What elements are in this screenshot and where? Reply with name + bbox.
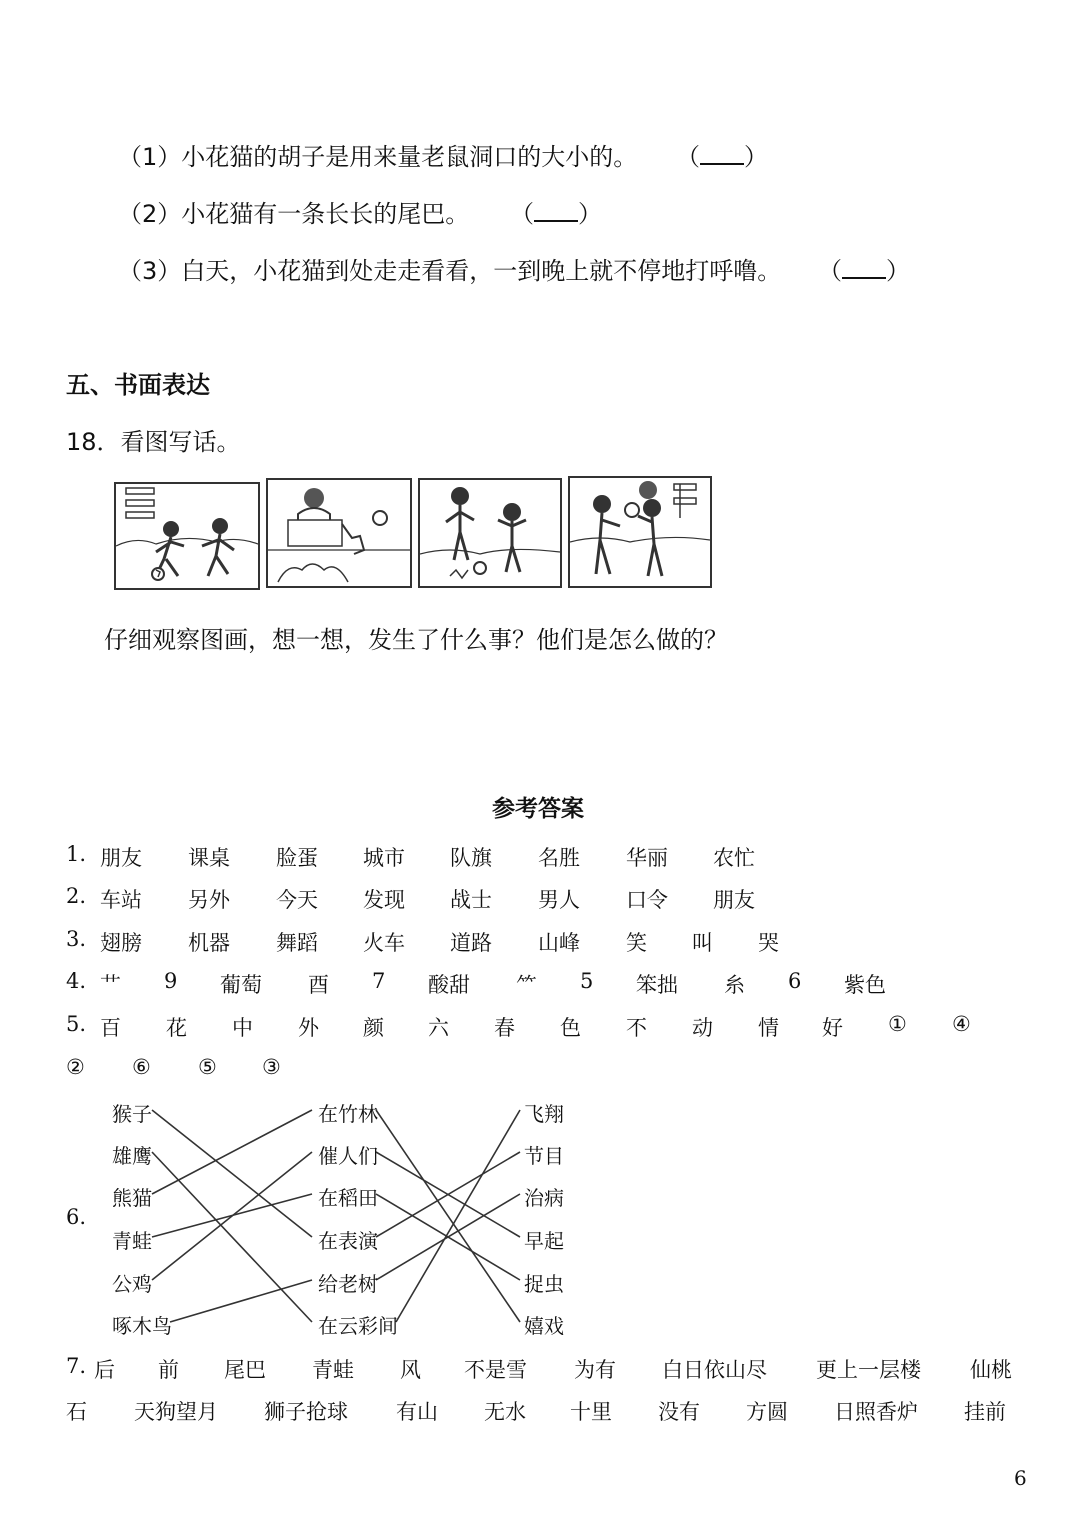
answer-word: 春 bbox=[494, 1016, 515, 1040]
answer-number: 5. bbox=[66, 1012, 87, 1036]
comic-panel-1 bbox=[114, 482, 260, 590]
answer-word: 百 bbox=[100, 1016, 121, 1040]
answer-word: ④ bbox=[952, 1012, 971, 1036]
comic-panel-3 bbox=[418, 478, 562, 588]
judge-item-number: （1） bbox=[118, 143, 182, 171]
comic-panel-4 bbox=[568, 476, 712, 588]
answer-word: 十里 bbox=[570, 1400, 612, 1424]
answer-word: 脸蛋 bbox=[276, 846, 318, 870]
answer-word: 情 bbox=[758, 1016, 779, 1040]
answer-word: 队旗 bbox=[450, 846, 492, 870]
answer-word: 方圆 bbox=[746, 1400, 788, 1424]
match-right-word: 节目 bbox=[524, 1144, 564, 1168]
answer-word: 花 bbox=[166, 1016, 187, 1040]
judge-item-text: 小花猫的胡子是用来量老鼠洞口的大小的。 bbox=[181, 143, 638, 171]
answer-word: 石 bbox=[66, 1400, 87, 1424]
answer-word: 农忙 bbox=[713, 846, 755, 870]
answer-word: 翅膀 bbox=[100, 931, 142, 955]
answer-number: 1. bbox=[66, 842, 87, 866]
answer-word: 哭 bbox=[758, 931, 779, 955]
match-line bbox=[376, 1110, 520, 1322]
judge-item-number: （3） bbox=[118, 257, 182, 285]
match-right-word: 早起 bbox=[524, 1229, 564, 1253]
answer-word: 白日依山尽 bbox=[662, 1358, 767, 1382]
answer-word: 风 bbox=[400, 1358, 421, 1382]
judge-item-text: 白天，小花猫到处走走看看，一到晚上就不停地打呼噜。 bbox=[181, 257, 782, 285]
answer-word: 男人 bbox=[538, 888, 580, 912]
matching-exercise bbox=[100, 1090, 580, 1340]
answer-number: 4. bbox=[66, 969, 87, 993]
match-middle-word: 在表演 bbox=[318, 1229, 378, 1253]
answer-blank-3[interactable]: （ ） bbox=[818, 257, 910, 285]
comic-panel-2 bbox=[266, 478, 412, 588]
answer-row-2 bbox=[66, 884, 1026, 914]
answer-word: 笨拙 bbox=[636, 973, 678, 997]
answer-word: 山峰 bbox=[538, 931, 580, 955]
question-18: 18．看图写话。 bbox=[66, 428, 241, 456]
answer-word: 今天 bbox=[276, 888, 318, 912]
answer-word: ⑥ bbox=[132, 1055, 151, 1079]
answer-word: 紫色 bbox=[844, 973, 886, 997]
answer-word: 机器 bbox=[188, 931, 230, 955]
answer-word: 5 bbox=[580, 969, 594, 993]
match-left-word: 公鸡 bbox=[112, 1272, 152, 1296]
answer-word: 六 bbox=[428, 1016, 449, 1040]
answer-word: 葡萄 bbox=[220, 973, 262, 997]
answer-word: 外 bbox=[298, 1016, 319, 1040]
answer-row-5-continued bbox=[66, 1055, 466, 1085]
match-line bbox=[152, 1152, 312, 1322]
answer-word: 朋友 bbox=[713, 888, 755, 912]
answer-word: 华丽 bbox=[626, 846, 668, 870]
answer-word: 没有 bbox=[658, 1400, 700, 1424]
match-left-word: 猴子 bbox=[112, 1102, 152, 1126]
children-apologizing-illustration bbox=[570, 478, 710, 586]
answer-word: 不 bbox=[626, 1016, 647, 1040]
match-line bbox=[396, 1110, 520, 1322]
answer-row-1 bbox=[66, 842, 1026, 872]
match-right-word: 治病 bbox=[524, 1186, 564, 1210]
answer-word: 为有 bbox=[574, 1358, 616, 1382]
page-number: 6 bbox=[1014, 1466, 1027, 1490]
answer-blank-2[interactable]: （ ） bbox=[510, 200, 602, 228]
answer-word: 车站 bbox=[100, 888, 142, 912]
answer-word: 狮子抢球 bbox=[264, 1400, 348, 1424]
answer-word: 动 bbox=[692, 1016, 713, 1040]
ball-hits-window-illustration bbox=[268, 480, 410, 586]
answer-word: 6 bbox=[788, 969, 802, 993]
answer-row-4 bbox=[66, 969, 1026, 999]
match-left-word: 雄鹰 bbox=[112, 1144, 152, 1168]
judge-item-text: 小花猫有一条长长的尾巴。 bbox=[181, 200, 470, 228]
answer-word: 酉 bbox=[308, 973, 329, 997]
blank-line bbox=[842, 255, 886, 279]
judge-item-2 bbox=[118, 194, 469, 229]
match-right-word: 捉虫 bbox=[524, 1272, 564, 1296]
section-title: 五、书面表达 bbox=[66, 371, 210, 399]
answer-word: 酸甜 bbox=[428, 973, 470, 997]
answer-word: 叫 bbox=[692, 931, 713, 955]
answer-row-7 bbox=[66, 1354, 1046, 1384]
answer-number: 7. bbox=[66, 1354, 87, 1378]
answer-word: 火车 bbox=[363, 931, 405, 955]
match-line bbox=[152, 1110, 312, 1194]
match-right-word: 飞翔 bbox=[524, 1102, 564, 1126]
answer-word: ③ bbox=[262, 1055, 281, 1079]
match-right-word: 嬉戏 bbox=[524, 1314, 564, 1338]
answer-word: 天狗望月 bbox=[134, 1400, 218, 1424]
judge-item-number: （2） bbox=[118, 200, 182, 228]
answer-word: 尾巴 bbox=[224, 1358, 266, 1382]
answers-title: 参考答案 bbox=[492, 796, 584, 822]
answer-word: 9 bbox=[164, 969, 178, 993]
answer-word: 色 bbox=[560, 1016, 581, 1040]
answer-row-3 bbox=[66, 927, 1026, 957]
answer-word: 艹 bbox=[100, 973, 121, 997]
answer-word: 不是雪 bbox=[464, 1358, 527, 1382]
matching-lines bbox=[100, 1090, 580, 1340]
answer-word: 后 bbox=[94, 1358, 115, 1382]
answer-word: 城市 bbox=[363, 846, 405, 870]
match-middle-word: 在云彩间 bbox=[318, 1314, 398, 1338]
answer-number: 6. bbox=[66, 1205, 87, 1229]
answer-word: 7 bbox=[372, 969, 386, 993]
writing-prompt: 仔细观察图画，想一想，发生了什么事？他们是怎么做的？ bbox=[104, 626, 728, 654]
answer-word: 无水 bbox=[484, 1400, 526, 1424]
children-worried-illustration bbox=[420, 480, 560, 586]
answer-number: 2. bbox=[66, 884, 87, 908]
answer-word: 好 bbox=[822, 1016, 843, 1040]
answer-word: 朋友 bbox=[100, 846, 142, 870]
answer-word: ⺮ bbox=[516, 973, 537, 997]
answer-word: 青蛙 bbox=[312, 1358, 354, 1382]
match-line bbox=[152, 1152, 312, 1280]
answer-word: ⑤ bbox=[198, 1055, 217, 1079]
answer-word: 挂前 bbox=[964, 1400, 1006, 1424]
blank-line bbox=[700, 141, 744, 165]
comic-strip bbox=[114, 476, 714, 592]
answer-word: 仙桃 bbox=[970, 1358, 1012, 1382]
blank-line bbox=[534, 198, 578, 222]
match-left-word: 啄木鸟 bbox=[112, 1314, 172, 1338]
answer-number: 3. bbox=[66, 927, 87, 951]
answer-row-7-continued bbox=[66, 1396, 1046, 1426]
answer-word: 颜 bbox=[363, 1016, 384, 1040]
children-playing-football-illustration bbox=[116, 484, 258, 588]
match-middle-word: 在竹林 bbox=[318, 1102, 378, 1126]
answer-word: 前 bbox=[158, 1358, 179, 1382]
answer-word: 笑 bbox=[626, 931, 647, 955]
answer-row-5 bbox=[66, 1012, 1026, 1042]
match-left-word: 熊猫 bbox=[112, 1186, 152, 1210]
answer-word: 课桌 bbox=[188, 846, 230, 870]
match-line bbox=[170, 1280, 312, 1322]
answer-word: 另外 bbox=[188, 888, 230, 912]
answer-word: 糸 bbox=[724, 973, 745, 997]
judge-item-3 bbox=[118, 251, 781, 286]
answer-word: 中 bbox=[232, 1016, 253, 1040]
match-line bbox=[152, 1110, 312, 1237]
match-middle-word: 在稻田 bbox=[318, 1186, 378, 1210]
answer-word: 战士 bbox=[450, 888, 492, 912]
match-middle-word: 给老树 bbox=[318, 1272, 378, 1296]
answer-word: 道路 bbox=[450, 931, 492, 955]
answer-word: 舞蹈 bbox=[276, 931, 318, 955]
answer-word: ② bbox=[66, 1055, 85, 1079]
judge-item-1 bbox=[118, 137, 637, 172]
answer-word: 口令 bbox=[626, 888, 668, 912]
answer-word: 更上一层楼 bbox=[816, 1358, 921, 1382]
answer-word: 有山 bbox=[396, 1400, 438, 1424]
answer-word: 发现 bbox=[363, 888, 405, 912]
answer-word: ① bbox=[888, 1012, 907, 1036]
answer-blank-1[interactable]: （ ） bbox=[676, 143, 768, 171]
match-middle-word: 催人们 bbox=[318, 1144, 378, 1168]
answer-word: 名胜 bbox=[538, 846, 580, 870]
answer-word: 日照香炉 bbox=[834, 1400, 918, 1424]
match-left-word: 青蛙 bbox=[112, 1229, 152, 1253]
